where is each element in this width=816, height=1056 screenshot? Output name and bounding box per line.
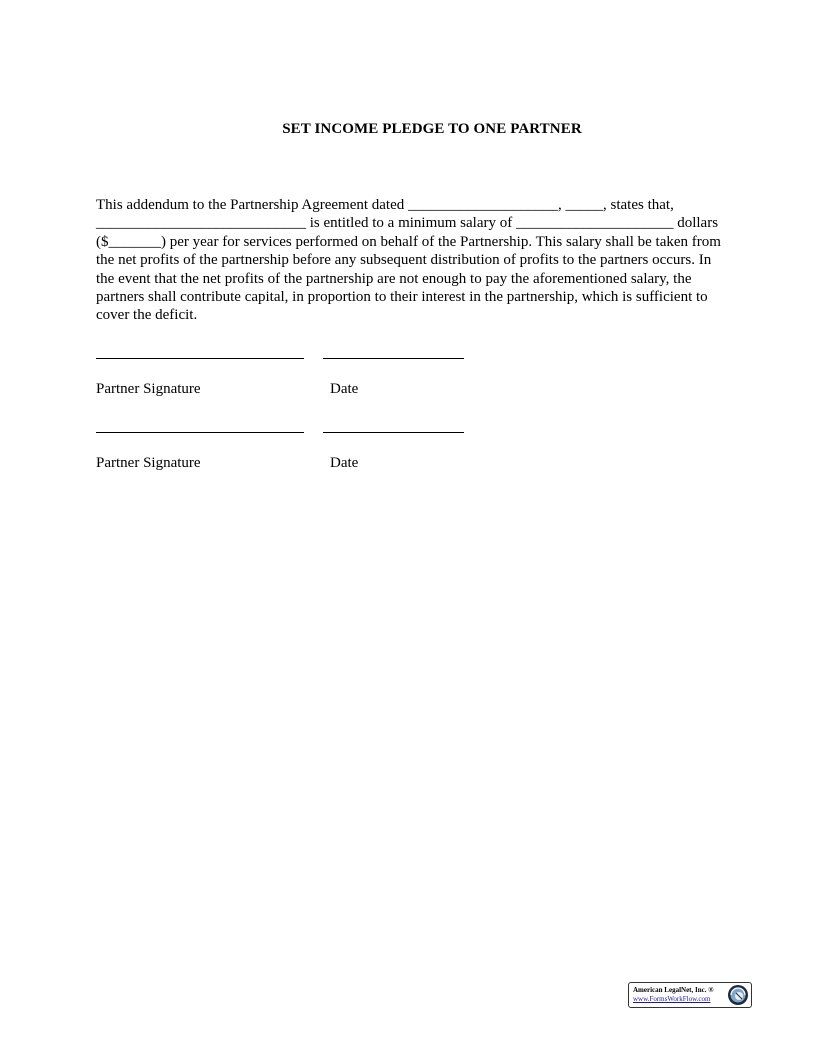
body-line: partners shall contribute capital, in proportion to their interest in the partnership, which is sufficient to	[96, 289, 708, 306]
body-line: This addendum to the Partnership Agreement dated ____________________, _____, states that,	[96, 197, 674, 213]
document-title: SET INCOME PLEDGE TO ONE PARTNER	[282, 121, 582, 137]
globe-logo-icon	[727, 984, 749, 1006]
date-line	[323, 432, 464, 433]
body-line: ($_______) per year for services performed on behalf of the Partnership. This salary shall be taken from	[96, 233, 721, 250]
body-line: the net profits of the partnership before any subsequent distribution of profits to the partners occurs. In	[96, 252, 712, 269]
date-label: Date	[330, 381, 359, 397]
signature-label: Partner Signature	[96, 455, 201, 471]
body-line: the event that the net profits of the partnership are not enough to pay the aforementioned salary, the	[96, 270, 692, 287]
body-line: cover the deficit.	[96, 307, 198, 324]
signature-line	[96, 358, 304, 359]
date-line	[323, 358, 464, 359]
document-body	[96, 196, 764, 325]
badge-company: American LegalNet, Inc. ®	[633, 986, 714, 994]
date-label: Date	[330, 455, 359, 471]
badge-url-link[interactable]: www.FormsWorkFlow.com	[633, 995, 711, 1003]
signature-line	[96, 432, 304, 433]
body-line: ____________________________ is entitled to a minimum salary of _____________________ dollars	[96, 215, 719, 232]
footer-badge[interactable]	[628, 982, 752, 1008]
signature-label: Partner Signature	[96, 381, 201, 397]
